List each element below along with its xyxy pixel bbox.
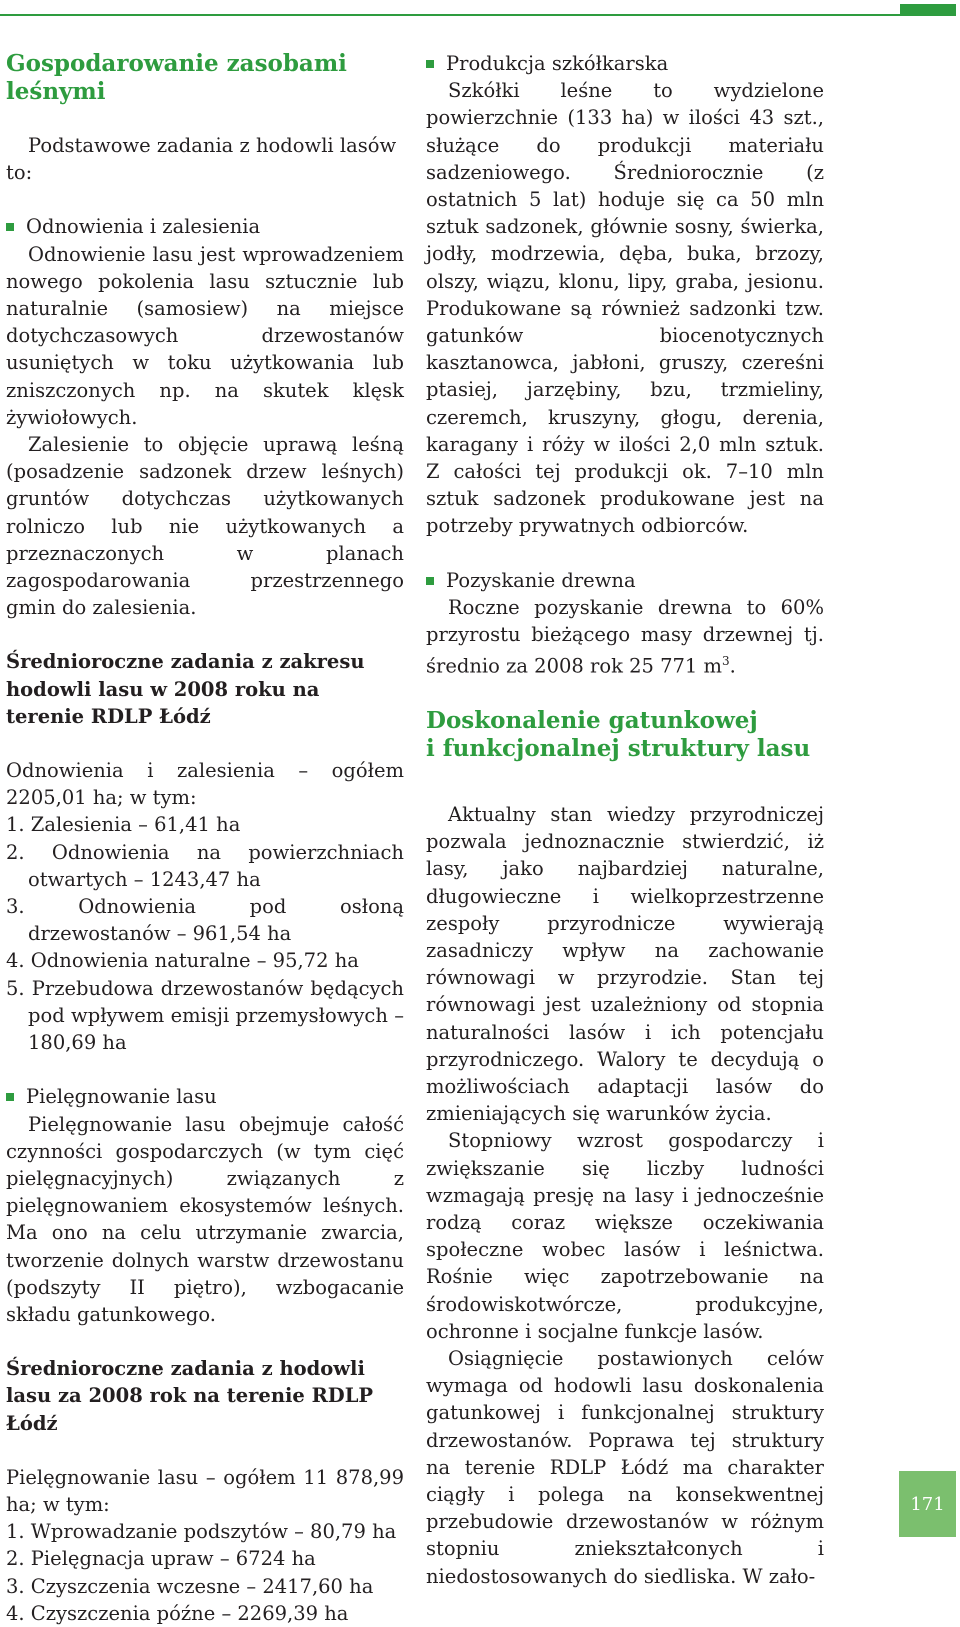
title-line: i funkcjonalnej struktury lasu <box>426 734 811 762</box>
square-bullet-icon <box>426 577 434 585</box>
section-title: Gospodarowanie zasobami leśnymi <box>6 50 347 105</box>
paragraph: Odnowienie lasu jest wprowadzeniem nowego pokolenia lasu sztucznie lub naturalnie (samosiew) na miejsce dotychczasowych drzewostanów usuniętych w toku użytkowania lub zniszczonych np. na skutek klęsk żywiołowych. <box>6 242 404 429</box>
bullet-heading: Odnowienia i zalesienia <box>26 215 261 239</box>
page-number: 171 <box>899 1471 956 1537</box>
list-intro: Odnowienia i zalesienia – ogółem 2205,01 ha; w tym: <box>6 759 404 810</box>
list-item: 3. Czyszczenia wczesne – 2417,60 ha <box>6 1574 374 1598</box>
paragraph: Zalesienie to objęcie uprawą leśną (posadzenie sadzonek drzew leśnych) gruntów dotychczas użytkowanych rolniczo lub nie użytkowanych a przeznaczonych w planach zagospodarowania przestrzennego gmin do zalesienia. <box>6 433 404 620</box>
list-item: 1. Wprowadzanie podszytów – 80,79 ha <box>6 1520 397 1544</box>
section-title-2 <box>426 707 824 763</box>
superscript: 3 <box>722 654 730 669</box>
square-bullet-icon <box>6 223 14 231</box>
bullet-pielegnowanie <box>6 1083 404 1110</box>
subheading: Średnioroczne zadania z hodowli lasu za 2008 rok na terenie RDLP Łódź <box>6 1357 374 1435</box>
list-item: 2. Odnowienia na powierzchniach otwartych – 1243,47 ha <box>6 840 404 891</box>
subheading: Średnioroczne zadania z zakresu hodowli lasu w 2008 roku na terenie RDLP Łódź <box>6 650 365 728</box>
top-rule <box>0 14 900 16</box>
paragraph-text: Roczne pozyskanie drewna to 60% przyrostu bieżącego masy drzewnej tj. średnio za 2008 rok 25 771 m <box>426 595 824 678</box>
paragraph <box>426 594 824 680</box>
square-bullet-icon <box>6 1093 14 1101</box>
bullet-produkcja <box>426 50 824 77</box>
paragraph: Stopniowy wzrost gospodarczy i zwiększanie się liczby ludności wzmagają presję na lasy i jednocześnie rodzą coraz większe oczekiwania społeczne wobec lasów i leśnictwa. Rośnie więc zapotrzebowanie na środowiskotwórcze, produkcyjne, ochronne i socjalne funkcje lasów. <box>426 1129 824 1343</box>
title-line: Doskonalenie gatunkowej <box>426 706 758 734</box>
bullet-heading: Pielęgnowanie lasu <box>26 1085 217 1109</box>
list-item: 3. Odnowienia pod osłoną drzewostanów – 961,54 ha <box>6 895 404 946</box>
list-item: 1. Zalesienia – 61,41 ha <box>6 813 241 837</box>
list-item: 4. Czyszczenia późne – 2269,39 ha <box>6 1601 349 1625</box>
list-item: 2. Pielęgnacja upraw – 6724 ha <box>6 1547 316 1571</box>
paragraph: Pielęgnowanie lasu obejmuje całość czynności gospodarczych (w tym cięć pielęgnacyjnych) związanych z pielęgnowaniem ekosystemów leśnych. Ma ono na celu utrzymanie zwarcia, tworzenie dolnych warstw drzewostanu (podszyty II piętro), wzbogacanie składu gatunkowego. <box>6 1112 404 1326</box>
list-item: 5. Przebudowa drzewostanów będących pod wpływem emisji przemysłowych – 180,69 ha <box>6 976 404 1055</box>
square-bullet-icon <box>426 60 434 68</box>
bullet-pozyskanie <box>426 567 824 594</box>
paragraph: Aktualny stan wiedzy przyrodniczej pozwala jednoznacznie stwierdzić, iż lasy, jako najbardziej naturalne, długowieczne i wielkoprzestrzenne zespoły przyrodnicze wywierają zasadniczy wpływ na zachowanie równowagi w przyrodzie. Stan tej równowagi jest uzależniony od stopnia naturalności lasów i ich potencjału przyrodniczego. Walory te decydują o możliwościach adaptacji lasów do zmieniających się warunków życia. <box>426 802 824 1126</box>
bullet-heading: Pozyskanie drewna <box>446 568 636 592</box>
left-column <box>6 50 404 1627</box>
intro-text: Podstawowe zadania z hodowli lasów to: <box>6 134 397 185</box>
list-intro: Pielęgnowanie lasu – ogółem 11 878,99 ha; w tym: <box>6 1465 404 1516</box>
top-rule-block <box>900 4 956 16</box>
right-column <box>426 50 824 1590</box>
list-item: 4. Odnowienia naturalne – 95,72 ha <box>6 949 359 973</box>
paragraph: Szkółki leśne to wydzielone powierzchnie (133 ha) w ilości 43 szt., służące do produkcji materiału sadzeniowego. Średniorocznie (z ostatnich 5 lat) hoduje się ca 50 mln sztuk sadzonek, głównie sosny, świerka, jodły, modrzewia, dęba, buka, brzozy, olszy, wiązu, klonu, lipy, graba, jesionu. Produkowane są również sadzonki tzw. gatunków biocenotycznych kasztanowca, jabłoni, gruszy, czereśni ptasiej, jarzębiny, bzu, trzmieliny, czeremch, kruszyny, głogu, derenia, karagany i róży w ilości 2,0 mln sztuk. Z całości tej produkcji ok. 7–10 mln sztuk sadzonek produkowane jest na potrzeby prywatnych odbiorców. <box>426 79 824 538</box>
bullet-odnowienia <box>6 213 404 240</box>
paragraph-end: . <box>729 654 736 678</box>
bullet-heading: Produkcja szkółkarska <box>446 52 669 75</box>
paragraph: Osiągnięcie postawionych celów wymaga od hodowli lasu doskonalenia gatunkowej i funkcjonalnej struktury drzewostanów. Poprawa tej struktury na terenie RDLP Łódź ma charakter ciągły i polega na konsekwentnej przebudowie drzewostanów w różnym stopniu zniekształconych i niedostosowanych do siedliska. W zało- <box>426 1347 824 1588</box>
